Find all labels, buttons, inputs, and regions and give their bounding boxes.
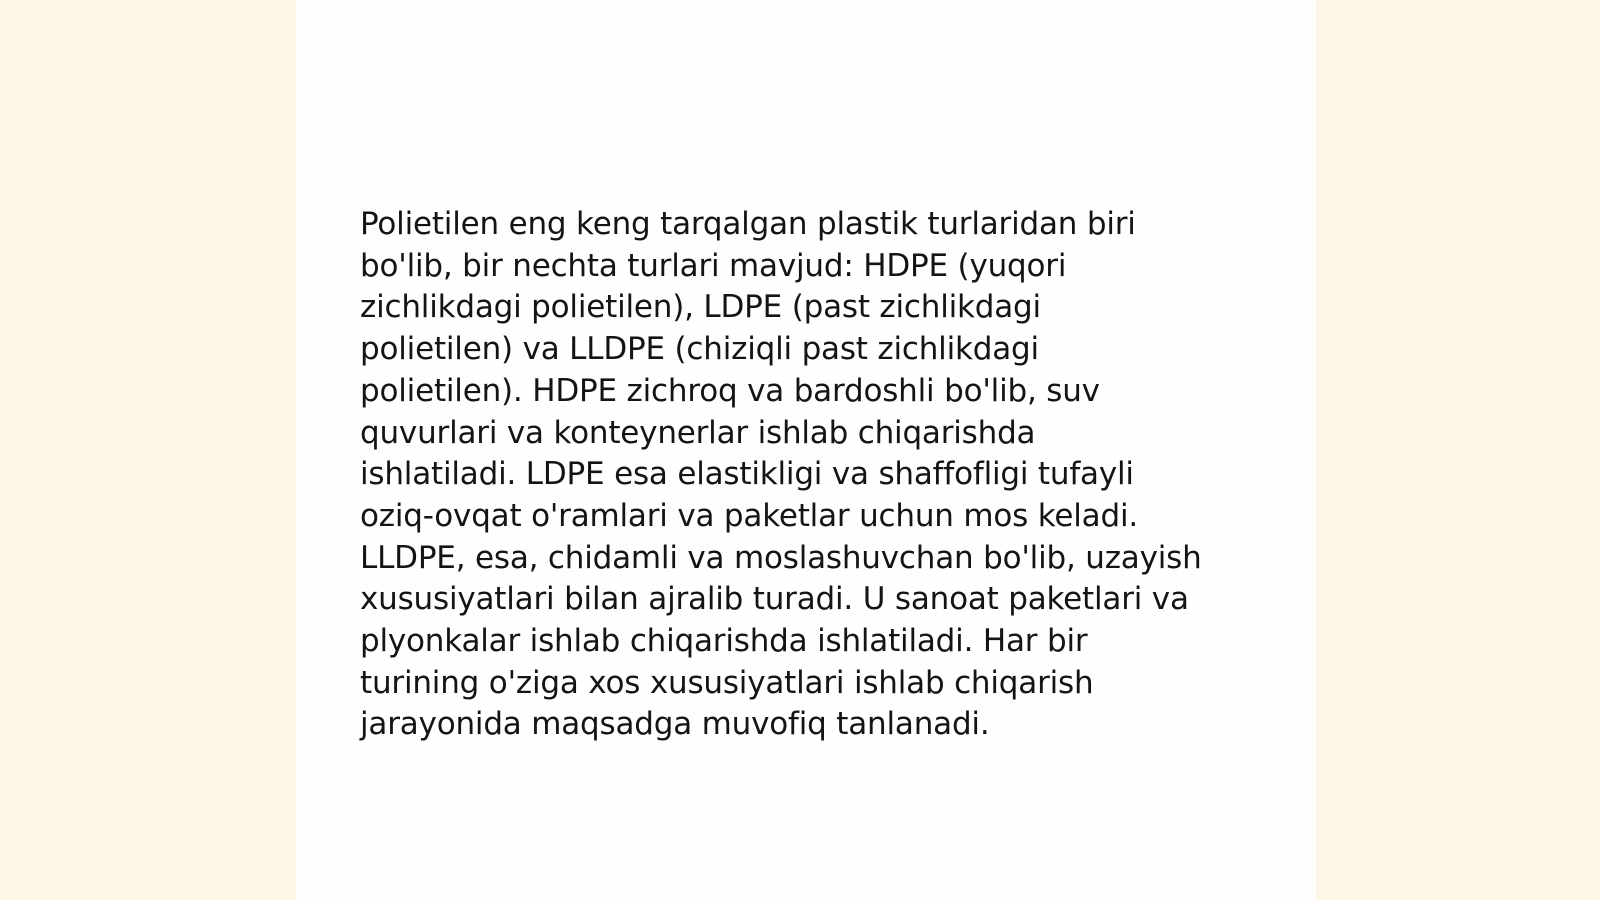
text-line: Polietilen eng keng tarqalgan plastik turlaridan biri	[360, 206, 1136, 242]
text-line: jarayonida maqsadga muvofiq tanlanadi.	[360, 706, 990, 743]
text-line: polietilen) va LLDPE (chiziqli past zichlikdagi	[360, 331, 1039, 368]
text-line: zichlikdagi polietilen), LDPE (past zichlikdagi	[360, 289, 1041, 326]
text-line: plyonkalar ishlab chiqarishda ishlatiladi. Har bir	[360, 623, 1088, 660]
text-line: xususiyatlari bilan ajralib turadi. U sanoat paketlari va	[360, 581, 1189, 618]
text-line: turining o'ziga xos xususiyatlari ishlab chiqarish	[360, 664, 1094, 701]
text-line: polietilen). HDPE zichroq va bardoshli bo'lib, suv	[360, 372, 1100, 409]
text-line: bo'lib, bir nechta turlari mavjud: HDPE (yuqori	[360, 247, 1067, 284]
slide-body-text	[360, 204, 1260, 746]
slide-page	[296, 0, 1316, 900]
text-line: ishlatiladi. LDPE esa elastikligi va shaffofligi tufayli	[360, 456, 1134, 493]
text-line: oziq-ovqat o'ramlari va paketlar uchun mos keladi.	[360, 497, 1139, 534]
text-line: quvurlari va konteynerlar ishlab chiqarishda	[360, 414, 1036, 451]
text-line: LLDPE, esa, chidamli va moslashuvchan bo'lib, uzayish	[360, 539, 1202, 576]
